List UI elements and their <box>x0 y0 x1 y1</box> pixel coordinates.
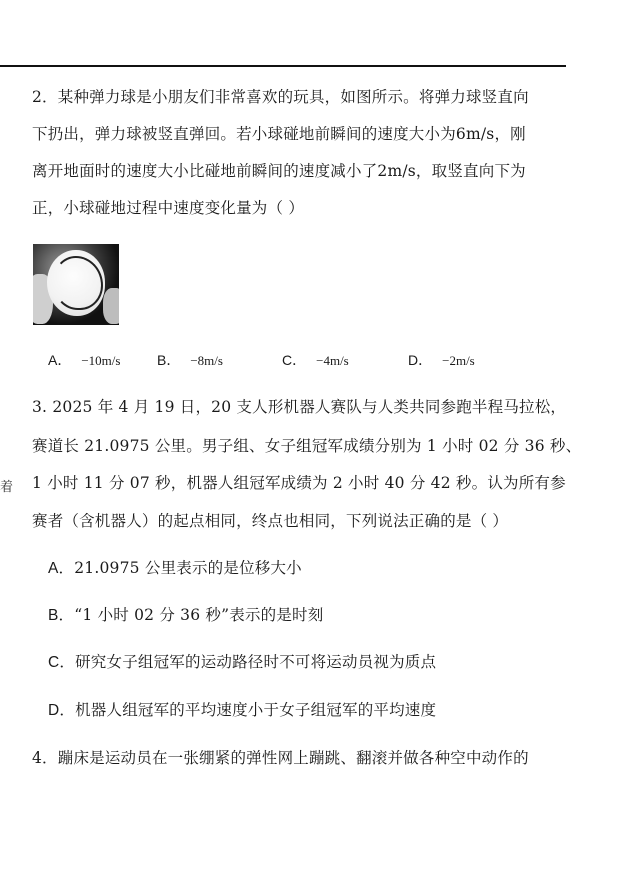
margin-mark: 着 <box>0 480 14 495</box>
option-letter: C． <box>48 654 76 671</box>
option-value: −4m/s <box>316 353 349 368</box>
header-rule <box>0 65 566 67</box>
q4-line-1: 4．蹦床是运动员在一张绷紧的弹性网上蹦跳、翻滚并做各种空中动作的 <box>32 749 529 767</box>
option-text: 研究女子组冠军的运动路径时不可将运动员视为质点 <box>75 653 437 671</box>
q3-option-d[interactable] <box>48 700 436 721</box>
q2-option-a[interactable] <box>48 350 120 370</box>
q2-line-1: 2．某种弹力球是小朋友们非常喜欢的玩具，如图所示。将弹力球竖直向 <box>32 88 529 106</box>
option-letter: A． <box>48 560 75 577</box>
q3-line-1: 3. 2025 年 4 月 19 日，20 支人形机器人赛队与人类共同参跑半程马拉松， <box>32 398 567 416</box>
q2-line-4: 正，小球碰地过程中速度变化量为（ ） <box>32 199 305 217</box>
option-value: −8m/s <box>190 353 223 368</box>
option-letter: D． <box>408 352 433 368</box>
finger-shape <box>103 288 119 324</box>
bouncy-ball-photo <box>33 244 119 325</box>
option-value: −10m/s <box>81 353 121 368</box>
q2-options <box>0 350 626 370</box>
q2-line-3: 离开地面时的速度大小比碰地前瞬间的速度减小了2m/s，取竖直向下为 <box>32 162 526 180</box>
option-value: −2m/s <box>442 353 475 368</box>
option-letter: B． <box>157 352 181 368</box>
q3-line-3: 1 小时 11 分 07 秒，机器人组冠军成绩为 2 小时 40 分 42 秒。认为所有参 <box>32 474 566 492</box>
option-letter: A． <box>48 352 72 368</box>
option-text: 21.0975 公里表示的是位移大小 <box>74 559 302 577</box>
q3-option-c[interactable] <box>48 652 436 673</box>
q2-option-d[interactable] <box>408 350 475 370</box>
option-letter: B． <box>48 607 75 624</box>
q2-line-2: 下扔出，弹力球被竖直弹回。若小球碰地前瞬间的速度大小为6m/s，刚 <box>32 125 526 143</box>
q3-option-a[interactable] <box>48 558 302 579</box>
q2-option-c[interactable] <box>282 350 349 370</box>
option-letter: D． <box>48 702 76 719</box>
option-letter: C． <box>282 352 307 368</box>
q3-line-4: 赛者（含机器人）的起点相同，终点也相同，下列说法正确的是（ ） <box>32 512 509 530</box>
option-text: “1 小时 02 分 36 秒”表示的是时刻 <box>74 606 324 624</box>
option-text: 机器人组冠军的平均速度小于女子组冠军的平均速度 <box>75 701 437 719</box>
q3-line-2: 赛道长 21.0975 公里。男子组、女子组冠军成绩分别为 1 小时 02 分 36 秒、 <box>32 437 582 455</box>
q2-option-b[interactable] <box>157 350 223 370</box>
q3-option-b[interactable] <box>48 605 323 626</box>
